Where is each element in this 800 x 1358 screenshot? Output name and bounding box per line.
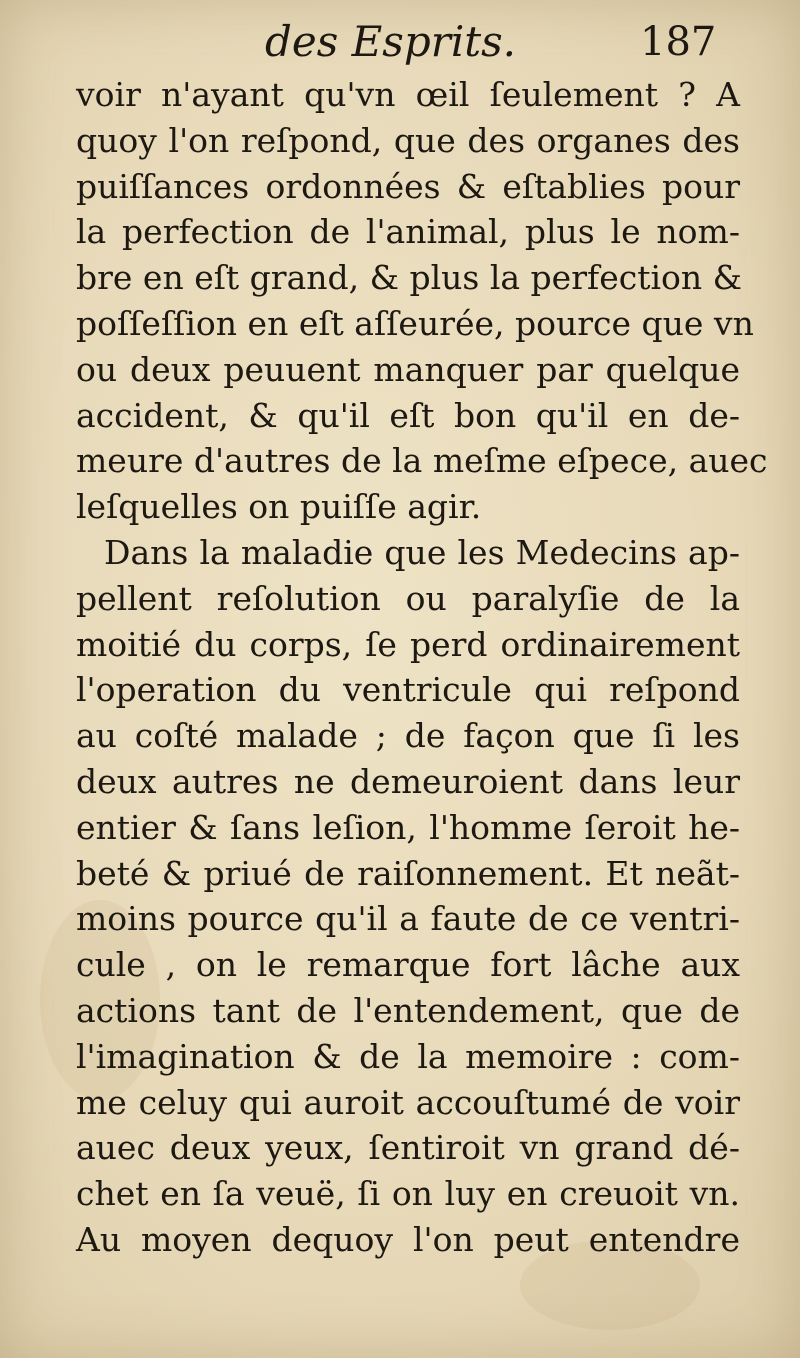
paragraph-start-line: Dans la maladie que les Medecins ap- xyxy=(104,532,740,572)
page-number: 187 xyxy=(640,19,717,65)
running-head: des Esprits. xyxy=(265,17,517,66)
body-text xyxy=(76,72,768,1263)
text-line: quoy l'on reſpond, que des organes des xyxy=(76,120,740,160)
text-line: moins pource qu'il a faute de ce ventri- xyxy=(76,899,740,939)
text-line: moitié du corps, ſe perd ordinairement xyxy=(76,624,740,664)
text-line: puiſſances ordonnées & eſtablies pour xyxy=(76,166,740,206)
text-line: chet en ſa veuë, ſi on luy en creuoit vn. xyxy=(76,1174,740,1214)
text-line: l'imagination & de la memoire : com- xyxy=(76,1036,740,1076)
text-line: bre en eſt grand, & plus la perfection & xyxy=(76,258,743,298)
text-line: leſquelles on puiſſe agir. xyxy=(76,487,482,527)
text-line: Au moyen dequoy l'on peut entendre xyxy=(76,1219,740,1259)
text-line: voir n'ayant qu'vn œil ſeulement ? A xyxy=(76,75,740,114)
text-line: accident, & qu'il eſt bon qu'il en de- xyxy=(76,395,740,435)
text-line: pellent reſolution ou paralyſie de la xyxy=(76,578,740,618)
text-line: poſſeſſion en eſt aſſeurée, pource que vn xyxy=(76,303,754,343)
text-line: beté & priué de raiſonnement. Et neãt- xyxy=(76,853,740,893)
text-line: actions tant de l'entendement, que de xyxy=(76,990,740,1030)
text-line: ou deux peuuent manquer par quelque xyxy=(76,349,740,389)
text-line: meure d'autres de la meſme eſpece, auec xyxy=(76,441,768,481)
text-line: auec deux yeux, ſentiroit vn grand dé- xyxy=(76,1128,740,1168)
text-line: la perfection de l'animal, plus le nom- xyxy=(76,212,740,252)
text-line: me celuy qui auroit accouſtumé de voir xyxy=(76,1082,740,1122)
text-line: deux autres ne demeuroient dans leur xyxy=(76,761,740,801)
page-header xyxy=(0,12,800,72)
text-line: l'operation du ventricule qui reſpond xyxy=(76,670,740,710)
text-line: cule , on le remarque fort lâche aux xyxy=(76,945,740,985)
text-line: au coſté malade ; de façon que ſi les xyxy=(76,716,740,756)
text-line: entier & ſans leſion, l'homme ſeroit he- xyxy=(76,807,740,847)
